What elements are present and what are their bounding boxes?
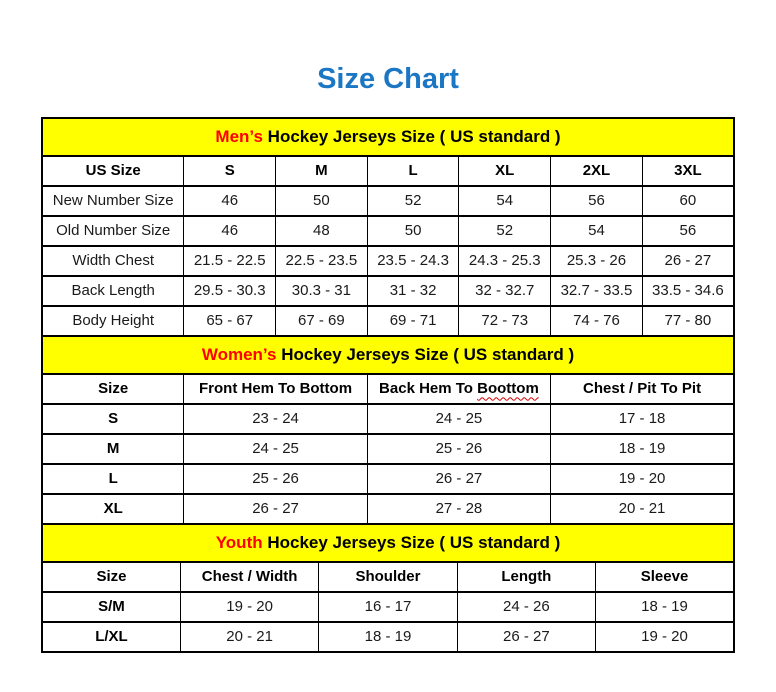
- value-cell: 46: [184, 186, 276, 216]
- value-cell: 24 - 26: [457, 592, 595, 622]
- section-title-highlight: Men’s: [215, 126, 263, 146]
- row-label: S: [42, 404, 184, 434]
- value-cell: 16 - 17: [319, 592, 457, 622]
- column-header-row: [42, 156, 734, 186]
- value-cell: 52: [367, 186, 459, 216]
- column-header: 2XL: [551, 156, 643, 186]
- value-cell: 50: [276, 186, 368, 216]
- table-row: [42, 464, 734, 494]
- value-cell: 29.5 - 30.3: [184, 276, 276, 306]
- value-cell: 19 - 20: [596, 622, 734, 652]
- column-header: Chest / Pit To Pit: [551, 374, 734, 404]
- section-banner-youth: [42, 524, 734, 562]
- value-cell: 19 - 20: [180, 592, 318, 622]
- row-label: L: [42, 464, 184, 494]
- value-cell: 56: [642, 216, 734, 246]
- value-cell: 32.7 - 33.5: [551, 276, 643, 306]
- table-row: [42, 404, 734, 434]
- value-cell: 26 - 27: [457, 622, 595, 652]
- value-cell: 24 - 25: [367, 404, 550, 434]
- value-cell: 19 - 20: [551, 464, 734, 494]
- value-cell: 24.3 - 25.3: [459, 246, 551, 276]
- size-chart-tables: [41, 117, 735, 653]
- value-cell: 52: [459, 216, 551, 246]
- table-row: [42, 186, 734, 216]
- column-header: XL: [459, 156, 551, 186]
- value-cell: 56: [551, 186, 643, 216]
- value-cell: 32 - 32.7: [459, 276, 551, 306]
- row-label: Body Height: [42, 306, 184, 336]
- section-title-text: Hockey Jerseys Size ( US standard ): [262, 126, 561, 146]
- section-banner-womens: [42, 336, 734, 374]
- row-label: Back Length: [42, 276, 184, 306]
- table-row: [42, 216, 734, 246]
- row-label: XL: [42, 494, 184, 524]
- value-cell: 25 - 26: [367, 434, 550, 464]
- value-cell: 67 - 69: [276, 306, 368, 336]
- value-cell: 48: [276, 216, 368, 246]
- misspelled-word: Boottom: [477, 380, 539, 398]
- column-header: Size: [42, 374, 184, 404]
- value-cell: 20 - 21: [180, 622, 318, 652]
- page-title: Size Chart: [317, 63, 459, 95]
- column-header-row: [42, 374, 734, 404]
- column-header: 3XL: [642, 156, 734, 186]
- value-cell: 18 - 19: [596, 592, 734, 622]
- column-header: Size: [42, 562, 180, 592]
- section-title-highlight: Women’s: [201, 344, 277, 364]
- section-banner-mens: [42, 118, 734, 156]
- column-header: L: [367, 156, 459, 186]
- section-title-text: Hockey Jerseys Size ( US standard ): [276, 344, 575, 364]
- value-cell: 54: [551, 216, 643, 246]
- column-header: Length: [457, 562, 595, 592]
- value-cell: 54: [459, 186, 551, 216]
- value-cell: 23 - 24: [184, 404, 367, 434]
- value-cell: 21.5 - 22.5: [184, 246, 276, 276]
- value-cell: 17 - 18: [551, 404, 734, 434]
- value-cell: 27 - 28: [367, 494, 550, 524]
- column-header: Front Hem To Bottom: [184, 374, 367, 404]
- size-table-youth: [41, 523, 735, 653]
- column-header-row: [42, 562, 734, 592]
- value-cell: 22.5 - 23.5: [276, 246, 368, 276]
- value-cell: 23.5 - 24.3: [367, 246, 459, 276]
- value-cell: 25.3 - 26: [551, 246, 643, 276]
- table-row: [42, 276, 734, 306]
- column-header: [367, 374, 550, 404]
- column-header-text: Back Hem To: [379, 380, 478, 398]
- table-row: [42, 434, 734, 464]
- row-label: L/XL: [42, 622, 180, 652]
- size-table-mens: [41, 117, 735, 337]
- table-row: [42, 494, 734, 524]
- value-cell: 20 - 21: [551, 494, 734, 524]
- row-label: Old Number Size: [42, 216, 184, 246]
- value-cell: 31 - 32: [367, 276, 459, 306]
- value-cell: 74 - 76: [551, 306, 643, 336]
- value-cell: 65 - 67: [184, 306, 276, 336]
- row-label: Width Chest: [42, 246, 184, 276]
- value-cell: 50: [367, 216, 459, 246]
- value-cell: 24 - 25: [184, 434, 367, 464]
- column-header: Chest / Width: [180, 562, 318, 592]
- section-banner-row: [42, 118, 734, 156]
- value-cell: 26 - 27: [642, 246, 734, 276]
- column-header: S: [184, 156, 276, 186]
- row-label: S/M: [42, 592, 180, 622]
- value-cell: 26 - 27: [184, 494, 367, 524]
- size-table-womens: [41, 335, 735, 525]
- table-row: [42, 592, 734, 622]
- section-banner-row: [42, 524, 734, 562]
- column-header: Shoulder: [319, 562, 457, 592]
- value-cell: 72 - 73: [459, 306, 551, 336]
- section-title-text: Hockey Jerseys Size ( US standard ): [262, 532, 561, 552]
- value-cell: 25 - 26: [184, 464, 367, 494]
- value-cell: 26 - 27: [367, 464, 550, 494]
- value-cell: 18 - 19: [551, 434, 734, 464]
- value-cell: 46: [184, 216, 276, 246]
- table-row: [42, 622, 734, 652]
- row-label: M: [42, 434, 184, 464]
- value-cell: 60: [642, 186, 734, 216]
- value-cell: 33.5 - 34.6: [642, 276, 734, 306]
- table-row: [42, 306, 734, 336]
- column-header: Sleeve: [596, 562, 734, 592]
- column-header: M: [276, 156, 368, 186]
- column-header: US Size: [42, 156, 184, 186]
- section-title-highlight: Youth: [215, 532, 263, 552]
- value-cell: 18 - 19: [319, 622, 457, 652]
- value-cell: 30.3 - 31: [276, 276, 368, 306]
- row-label: New Number Size: [42, 186, 184, 216]
- table-row: [42, 246, 734, 276]
- value-cell: 69 - 71: [367, 306, 459, 336]
- section-banner-row: [42, 336, 734, 374]
- value-cell: 77 - 80: [642, 306, 734, 336]
